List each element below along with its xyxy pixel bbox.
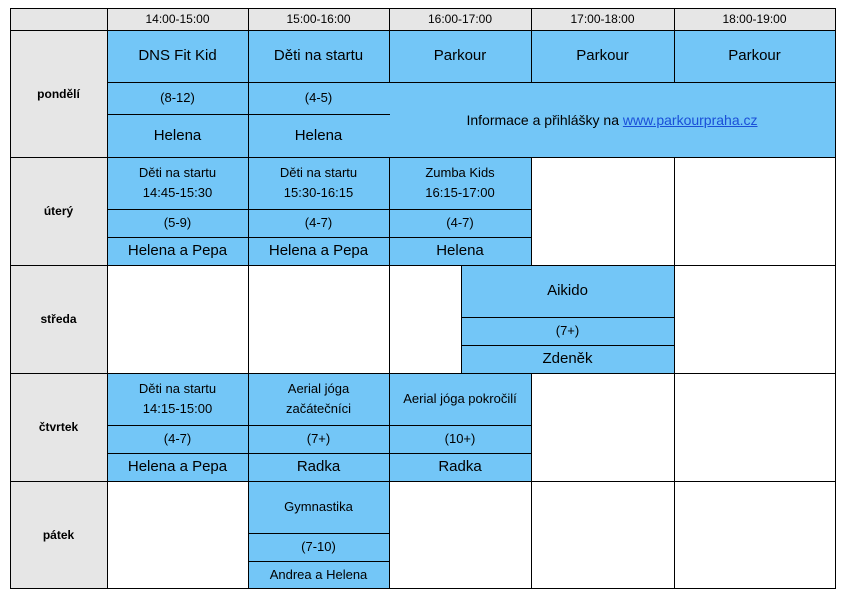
monday-parkour-1: Parkour [389, 30, 531, 82]
day-label-friday: pátek [42, 527, 75, 542]
thursday-class-3-name: Aerial jóga pokročilí [389, 373, 531, 425]
monday-parkour-3: Parkour [674, 30, 835, 82]
wednesday-line-2 [461, 345, 675, 346]
thursday-class-1-time: 14:15-15:00 [142, 401, 213, 416]
time-header-2: 15:00-16:00 [286, 12, 351, 26]
tuesday-class-1-name [107, 157, 248, 209]
friday-class-1-coach: Andrea a Helena [248, 561, 389, 588]
day-label-wednesday: středa [40, 312, 77, 326]
thursday-class-1-name [107, 373, 248, 425]
col-divider-4b [531, 157, 532, 266]
monday-line-2 [107, 114, 390, 115]
thursday-class-1-title: Děti na startu [138, 381, 217, 396]
tuesday-class-3-name [389, 157, 531, 209]
col-divider-1 [107, 8, 108, 589]
aikido-left-border [461, 265, 462, 374]
day-label-tuesday: úterý [43, 204, 74, 218]
col-divider-3b [389, 157, 390, 589]
wednesday-class-1-coach: Zdeněk [461, 345, 674, 373]
tuesday-class-1-title: Děti na startu [138, 165, 217, 180]
thursday-class-3-coach: Radka [389, 453, 531, 481]
wednesday-line-1 [461, 317, 675, 318]
col-divider-5a [674, 8, 675, 83]
header-divider [10, 30, 836, 31]
table-border-top [10, 8, 836, 9]
parkour-website-link[interactable]: www.parkourpraha.cz [622, 111, 758, 128]
thursday-class-1-age: (4-7) [107, 425, 248, 453]
time-header-3: 16:00-17:00 [427, 12, 493, 26]
day-label-thursday: čtvrtek [38, 420, 79, 434]
info-text: Informace a přihlášky na [466, 111, 619, 128]
time-header-5: 18:00-19:00 [722, 12, 787, 26]
thursday-class-2-title-line-1: Aerial jóga [287, 381, 350, 396]
col-divider-2 [248, 8, 249, 589]
tuesday-class-2-name [248, 157, 389, 209]
row-divider-thursday [10, 373, 836, 374]
thursday-class-2-title-line-2: začátečníci [285, 401, 352, 416]
thursday-line-1 [107, 425, 532, 426]
tuesday-line-1 [107, 209, 532, 210]
col-divider-4c [531, 373, 532, 589]
row-divider-wednesday [10, 265, 836, 266]
tuesday-class-2-coach: Helena a Pepa [248, 237, 389, 265]
thursday-class-2-coach: Radka [248, 453, 389, 481]
table-border-right [835, 8, 836, 589]
tuesday-class-2-title: Děti na startu [279, 165, 358, 180]
time-header-1: 14:00-15:00 [145, 12, 210, 26]
time-header-4: 17:00-18:00 [570, 12, 635, 26]
wednesday-class-1-name: Aikido [461, 265, 674, 317]
tuesday-class-2-age: (4-7) [248, 209, 389, 237]
monday-parkour-2: Parkour [531, 30, 674, 82]
table-border-left [10, 8, 11, 589]
tuesday-class-3-coach: Helena [389, 237, 531, 265]
row-divider-tuesday [10, 157, 836, 158]
tuesday-class-1-age: (5-9) [107, 209, 248, 237]
tuesday-class-2-time: 15:30-16:15 [283, 185, 354, 200]
thursday-class-2-age: (7+) [248, 425, 389, 453]
friday-class-1-name: Gymnastika [248, 481, 389, 533]
monday-line-1 [107, 82, 836, 83]
thursday-class-1-coach: Helena a Pepa [107, 453, 248, 481]
monday-class-1-coach: Helena [107, 114, 248, 157]
monday-class-2-name: Děti na startu [248, 30, 389, 82]
tuesday-class-1-coach: Helena a Pepa [107, 237, 248, 265]
tuesday-line-2 [107, 237, 532, 238]
thursday-class-3-age: (10+) [389, 425, 531, 453]
friday-line-1 [248, 533, 390, 534]
friday-class-1-age: (7-10) [248, 533, 389, 561]
thursday-class-2-name [248, 373, 389, 425]
tuesday-class-3-title: Zumba Kids [425, 165, 495, 180]
monday-class-1-age: (8-12) [107, 82, 248, 114]
tuesday-class-1-time: 14:45-15:30 [142, 185, 213, 200]
col-divider-5b [674, 157, 675, 589]
wednesday-class-1-age: (7+) [461, 317, 674, 345]
col-divider-3a [389, 8, 390, 83]
table-border-bottom [10, 588, 836, 589]
tuesday-class-3-time: 16:15-17:00 [425, 185, 495, 200]
friday-line-2 [248, 561, 390, 562]
day-label-monday: pondělí [37, 86, 80, 101]
monday-class-2-coach: Helena [248, 114, 389, 157]
tuesday-class-3-age: (4-7) [389, 209, 531, 237]
row-divider-friday [10, 481, 836, 482]
monday-parkour-info [389, 82, 835, 157]
monday-class-1-name: DNS Fit Kid [107, 30, 248, 82]
thursday-line-2 [107, 453, 532, 454]
monday-class-2-age: (4-5) [248, 82, 389, 114]
col-divider-4a [531, 8, 532, 83]
